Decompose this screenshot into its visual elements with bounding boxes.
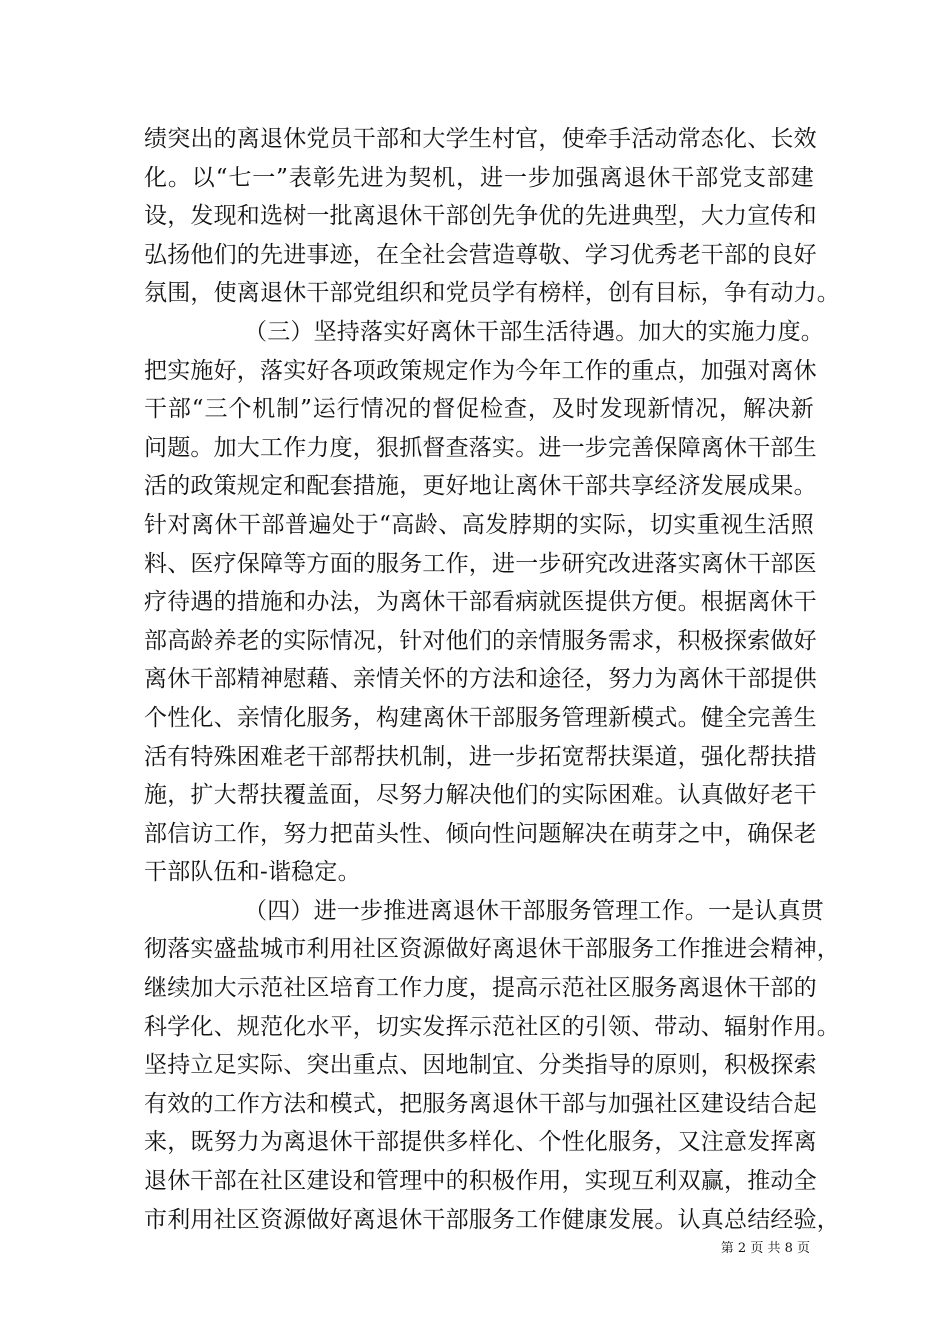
page-number: 第 2 页 共 8 页	[720, 1241, 810, 1256]
text-line: 设，发现和选树一批离退休干部创先争优的先进典型，大力宣传和	[144, 203, 817, 230]
text-line: 干部“三个机制”运行情况的督促检查，及时发现新情况，解决新	[144, 396, 814, 423]
text-line: 料、医疗保障等方面的服务工作，进一步研究改进落实离休干部医	[144, 550, 817, 577]
text-line: 科学化、规范化水平，切实发挥示范社区的引领、带动、辐射作用。	[144, 1013, 840, 1040]
text-line: 弘扬他们的先进事迹，在全社会营造尊敬、学习优秀老干部的良好	[144, 241, 817, 268]
text-line: 绩突出的离退休党员干部和大学生村官，使牵手活动常态化、长效	[144, 126, 817, 152]
text-line: 有效的工作方法和模式，把服务离退休干部与加强社区建设结合起	[144, 1090, 817, 1117]
text-line: 继续加大示范社区培育工作力度，提高示范社区服务离退休干部的	[144, 975, 817, 1002]
text-line: 个性化、亲情化服务，构建离休干部服务管理新模式。健全完善生	[144, 704, 817, 731]
text-line: 来，既努力为离退休干部提供多样化、个性化服务，又注意发挥离	[144, 1129, 817, 1156]
text-line: 化。以“七一”表彰先进为契机，进一步加强离退休干部党支部建	[144, 164, 814, 191]
text-line: 施，扩大帮扶覆盖面，尽努力解决他们的实际困难。认真做好老干	[144, 782, 817, 809]
text-line: 把实施好，落实好各项政策规定作为今年工作的重点，加强对离休	[144, 357, 817, 384]
text-line: 活的政策规定和配套措施，更好地让离休干部共享经济发展成果。	[144, 473, 817, 500]
text-line: （三）坚持落实好离休干部生活待遇。加大的实施力度。	[244, 318, 824, 345]
body-text	[144, 120, 840, 1239]
text-line: 针对离休干部普遍处于“高龄、高发脖期的实际，切实重视生活照	[144, 511, 814, 538]
text-line: 干部队伍和-谐稳定。	[144, 859, 361, 886]
text-line: 活有特殊困难老干部帮扶机制，进一步拓宽帮扶渠道，强化帮扶措	[144, 743, 817, 770]
text-line: 部高龄养老的实际情况，针对他们的亲情服务需求，积极探索做好	[144, 627, 817, 654]
text-line: 氛围，使离退休干部党组织和党员学有榜样，创有目标，争有动力。	[144, 280, 840, 307]
text-line: （四）进一步推进离退休干部服务管理工作。一是认真贯	[244, 897, 824, 924]
text-line: 退休干部在社区建设和管理中的积极作用，实现互利双赢，推动全	[144, 1168, 817, 1195]
text-line: 问题。加大工作力度，狠抓督查落实。进一步完善保障离休干部生	[144, 434, 817, 461]
text-line: 离休干部精神慰藉、亲情关怀的方法和途径，努力为离休干部提供	[144, 666, 817, 693]
text-line: 部信访工作，努力把苗头性、倾向性问题解决在萌芽之中，确保老	[144, 820, 817, 847]
text-line: 市利用社区资源做好离退休干部服务工作健康发展。认真总结经验，	[144, 1206, 840, 1233]
text-line: 坚持立足实际、突出重点、因地制宜、分类指导的原则，积极探索	[144, 1052, 817, 1079]
text-line: 疗待遇的措施和办法，为离休干部看病就医提供方便。根据离休干	[144, 589, 817, 616]
text-line: 彻落实盛盐城市利用社区资源做好离退休干部服务工作推进会精神，	[144, 936, 840, 963]
